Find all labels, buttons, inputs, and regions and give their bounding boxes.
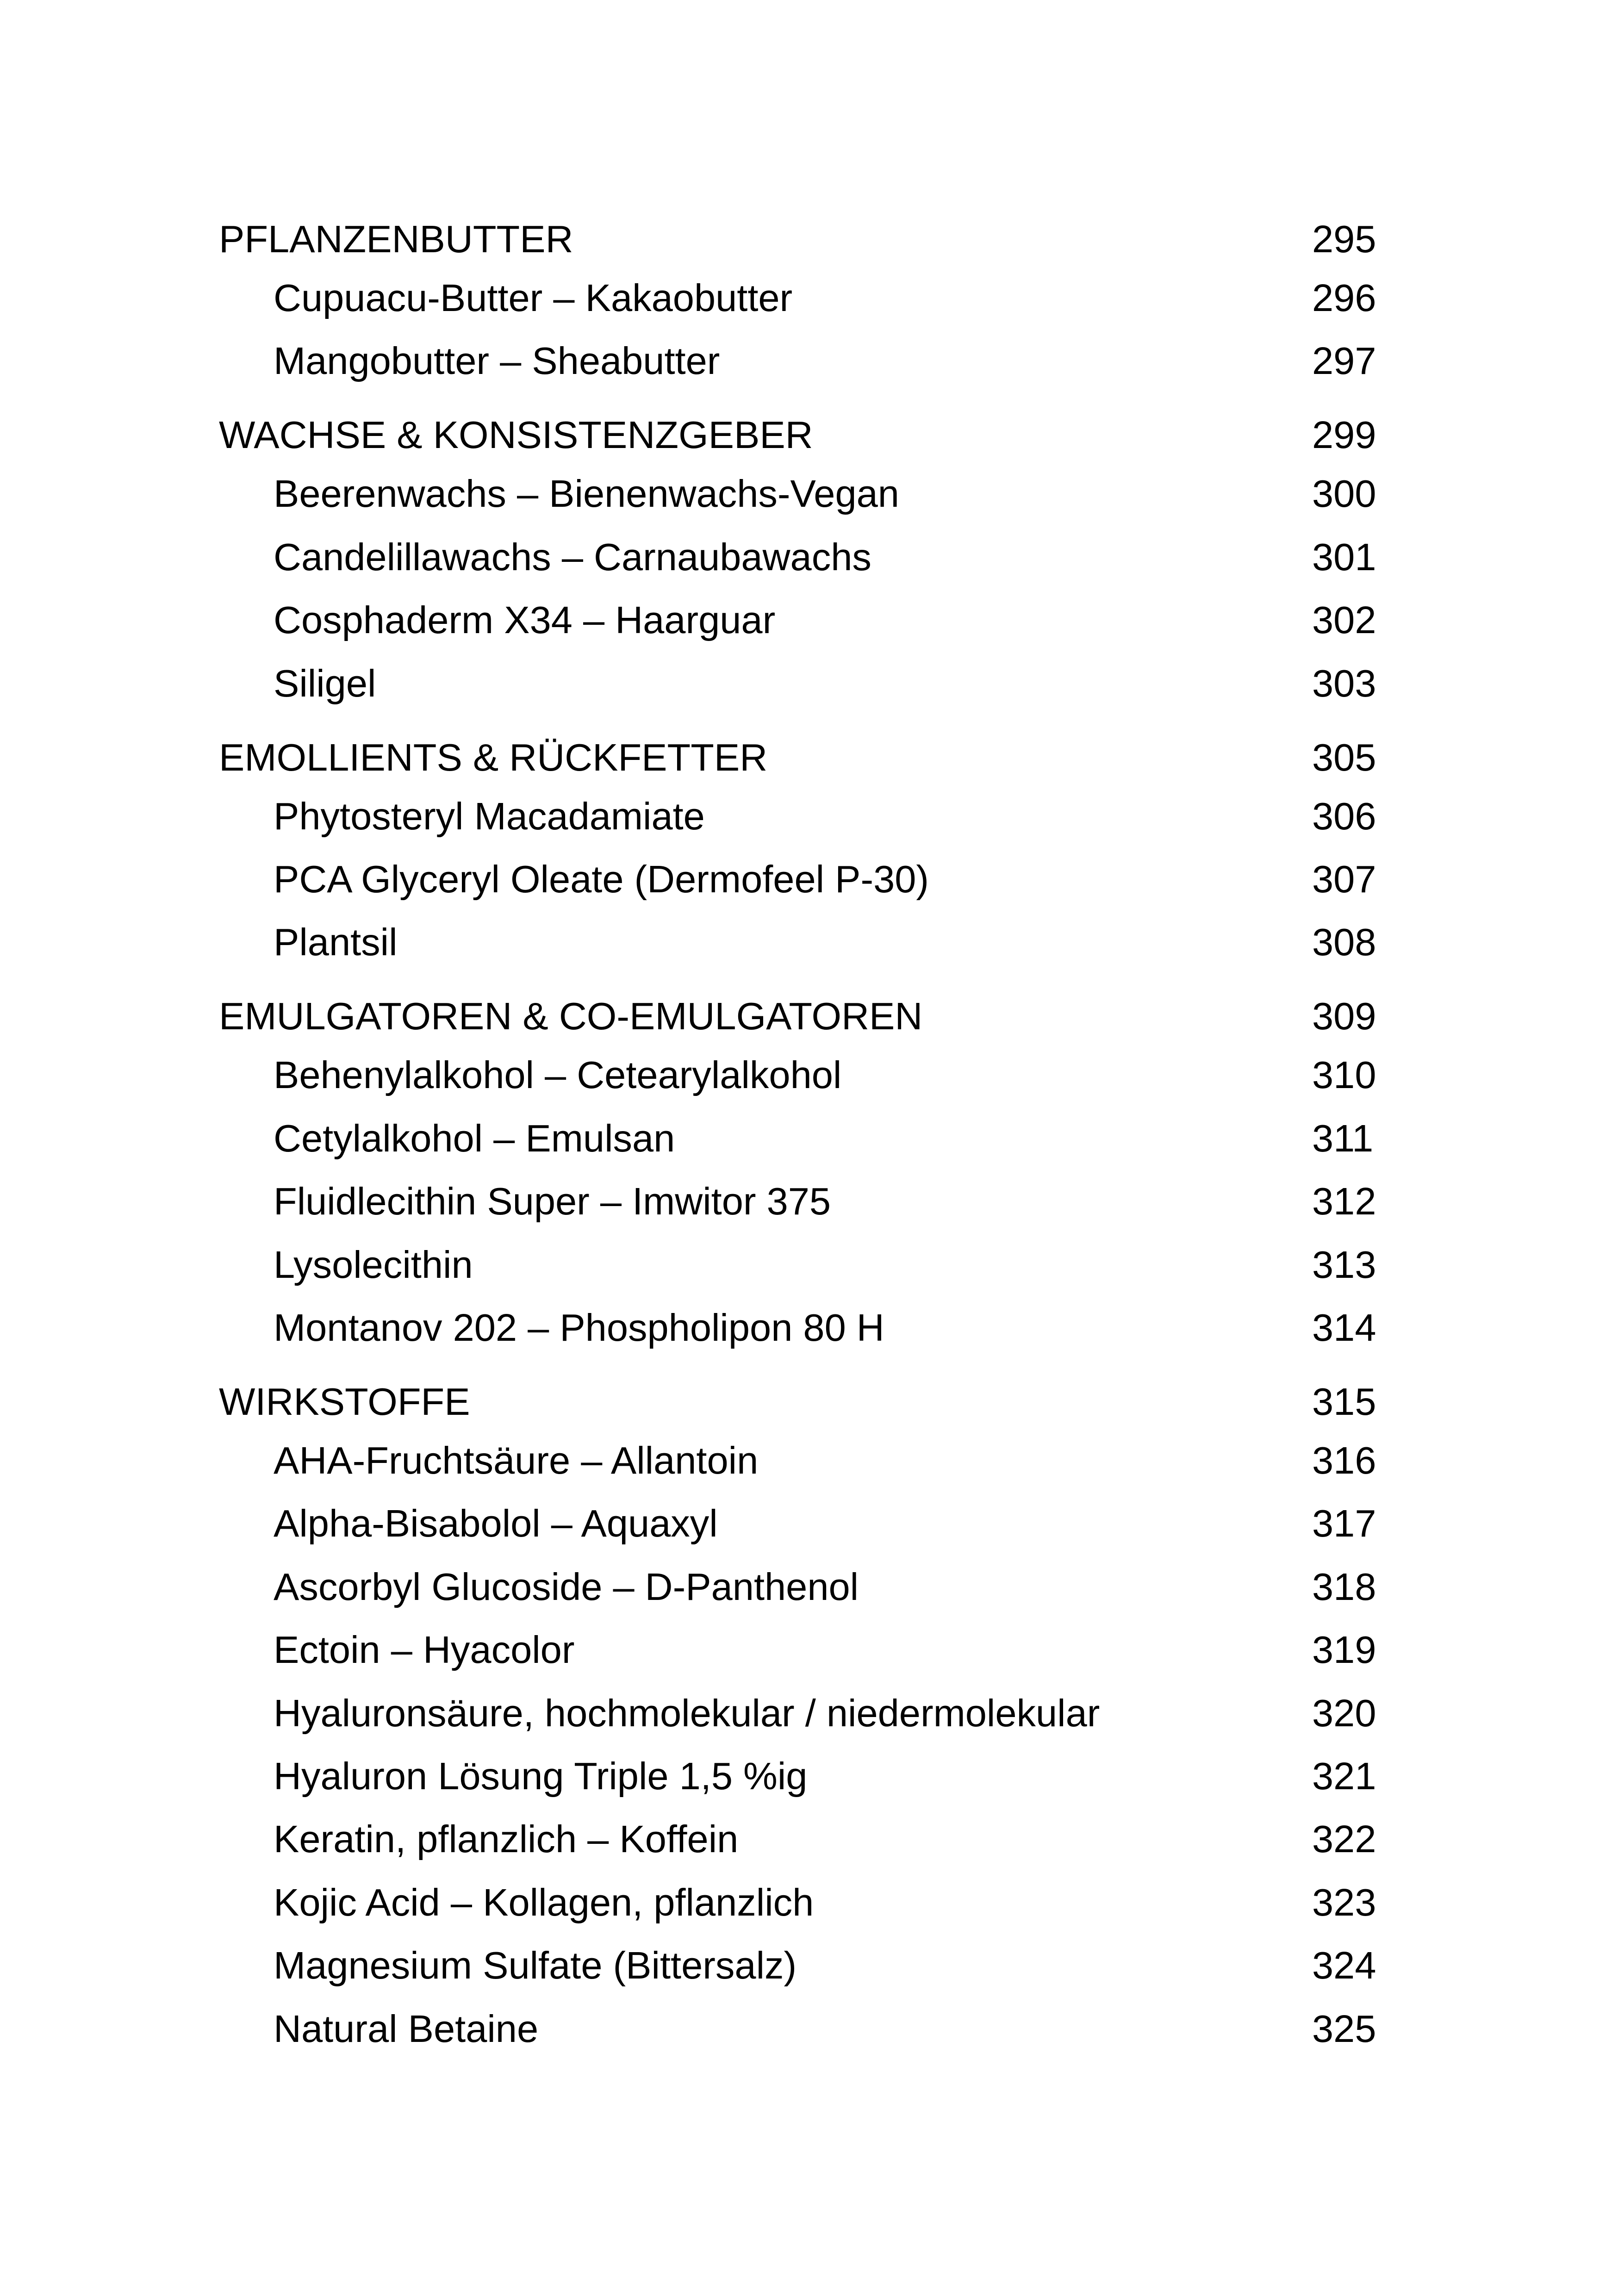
page-number: 299 xyxy=(1312,413,1376,456)
entry-title: Cetylalkohol – Emulsan xyxy=(274,1117,675,1160)
page-number: 310 xyxy=(1312,1053,1376,1096)
entry-title: Siligel xyxy=(274,662,376,705)
toc-entry[interactable] xyxy=(0,1816,1618,1862)
entry-title: Hyaluronsäure, hochmolekular / niedermolekular xyxy=(274,1692,1100,1735)
entry-title: Candelillawachs – Carnaubawachs xyxy=(274,535,871,579)
entry-title: Magnesium Sulfate (Bittersalz) xyxy=(274,1944,797,1987)
page-number: 302 xyxy=(1312,598,1376,641)
entry-title: PCA Glyceryl Oleate (Dermofeel P-30) xyxy=(274,858,929,901)
toc-entry[interactable] xyxy=(0,919,1618,965)
entry-title: Cosphaderm X34 – Haarguar xyxy=(274,598,776,641)
entry-title: Ascorbyl Glucoside – D-Panthenol xyxy=(274,1565,859,1608)
section-title: WIRKSTOFFE xyxy=(219,1380,470,1423)
toc-entry[interactable] xyxy=(0,1242,1618,1288)
entry-title: Montanov 202 – Phospholipon 80 H xyxy=(274,1306,884,1349)
page-number: 317 xyxy=(1312,1502,1376,1545)
toc-entry[interactable] xyxy=(0,275,1618,321)
page-number: 307 xyxy=(1312,858,1376,901)
section-title: WACHSE & KONSISTENZGEBER xyxy=(219,413,813,456)
page-number: 301 xyxy=(1312,535,1376,579)
page-number: 321 xyxy=(1312,1755,1376,1798)
toc-entry[interactable] xyxy=(0,1178,1618,1225)
toc-entry[interactable] xyxy=(0,1690,1618,1736)
page-number: 313 xyxy=(1312,1243,1376,1286)
page-number: 324 xyxy=(1312,1944,1376,1987)
entry-title: AHA-Fruchtsäure – Allantoin xyxy=(274,1439,759,1482)
toc-entry[interactable] xyxy=(0,534,1618,580)
page-number: 314 xyxy=(1312,1306,1376,1349)
toc-entry[interactable] xyxy=(0,1500,1618,1547)
toc-entry[interactable] xyxy=(0,1564,1618,1610)
toc-section-heading[interactable] xyxy=(0,734,1618,781)
toc-entry[interactable] xyxy=(0,856,1618,902)
page-number: 306 xyxy=(1312,795,1376,838)
toc-entry[interactable] xyxy=(0,338,1618,384)
entry-title: Beerenwachs – Bienenwachs-Vegan xyxy=(274,472,899,515)
toc-entry[interactable] xyxy=(0,1879,1618,1926)
toc-entry[interactable] xyxy=(0,471,1618,517)
toc-section-heading[interactable] xyxy=(0,412,1618,458)
entry-title: Natural Betaine xyxy=(274,2007,539,2050)
page-number: 316 xyxy=(1312,1439,1376,1482)
page-number: 311 xyxy=(1312,1117,1374,1160)
page-number: 320 xyxy=(1312,1692,1376,1735)
section-title: PFLANZENBUTTER xyxy=(219,218,573,261)
page-number: 312 xyxy=(1312,1180,1376,1223)
entry-title: Lysolecithin xyxy=(274,1243,473,1286)
entry-title: Behenylalkohol – Cetearylalkohol xyxy=(274,1053,842,1096)
page-number: 303 xyxy=(1312,662,1376,705)
section-title: EMULGATOREN & CO-EMULGATOREN xyxy=(219,995,923,1038)
entry-title: Keratin, pflanzlich – Koffein xyxy=(274,1817,739,1860)
toc-entry[interactable] xyxy=(0,793,1618,840)
toc-entry[interactable] xyxy=(0,1052,1618,1098)
page-number: 325 xyxy=(1312,2007,1376,2050)
entry-title: Cupuacu-Butter – Kakaobutter xyxy=(274,276,793,319)
entry-title: Mangobutter – Sheabutter xyxy=(274,339,720,382)
page-number: 308 xyxy=(1312,921,1376,964)
page-number: 315 xyxy=(1312,1380,1376,1423)
page-number: 296 xyxy=(1312,276,1376,319)
toc-entry[interactable] xyxy=(0,1305,1618,1351)
toc-entry[interactable] xyxy=(0,1942,1618,1989)
entry-title: Hyaluron Lösung Triple 1,5 %ig xyxy=(274,1755,808,1798)
toc-entry[interactable] xyxy=(0,660,1618,707)
entry-title: Alpha-Bisabolol – Aquaxyl xyxy=(274,1502,718,1545)
section-title: EMOLLIENTS & RÜCKFETTER xyxy=(219,736,768,779)
entry-title: Ectoin – Hyacolor xyxy=(274,1628,575,1671)
toc-entry[interactable] xyxy=(0,1437,1618,1484)
entry-title: Plantsil xyxy=(274,921,398,964)
toc-section-heading[interactable] xyxy=(0,993,1618,1039)
page-number: 305 xyxy=(1312,736,1376,779)
toc-section-heading[interactable] xyxy=(0,1379,1618,1425)
toc-entry[interactable] xyxy=(0,2006,1618,2052)
toc-section-heading[interactable] xyxy=(0,216,1618,262)
page-number: 323 xyxy=(1312,1881,1376,1924)
entry-title: Kojic Acid – Kollagen, pflanzlich xyxy=(274,1881,814,1924)
toc-entry[interactable] xyxy=(0,1115,1618,1162)
page-number: 319 xyxy=(1312,1628,1376,1671)
entry-title: Fluidlecithin Super – Imwitor 375 xyxy=(274,1180,831,1223)
toc-entry[interactable] xyxy=(0,1753,1618,1799)
page-number: 322 xyxy=(1312,1817,1376,1860)
toc-entry[interactable] xyxy=(0,1627,1618,1673)
toc-entry[interactable] xyxy=(0,597,1618,643)
page-number: 297 xyxy=(1312,339,1376,382)
page-number: 300 xyxy=(1312,472,1376,515)
entry-title: Phytosteryl Macadamiate xyxy=(274,795,705,838)
page-number: 309 xyxy=(1312,995,1376,1038)
page-number: 318 xyxy=(1312,1565,1376,1608)
page-number: 295 xyxy=(1312,218,1376,261)
